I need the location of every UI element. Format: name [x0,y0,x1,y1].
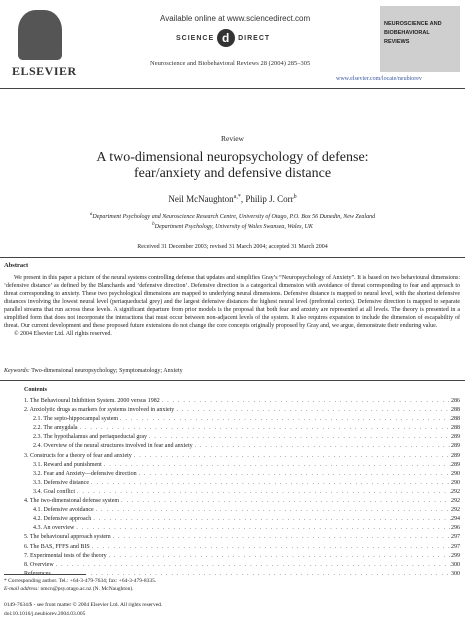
affiliation-text: Department Psychology and Neuroscience Research Centre, University of Otago, P.O. Box 56 Dunedin, New Zealand [92,214,376,220]
affiliation-marker: a [89,212,93,217]
email-link[interactable]: nmcn@psy.otago.ac.nz (N. McNaughton). [40,586,134,592]
toc-entry-title: 3. Constructs for a theory of fear and anxiety [24,452,132,459]
cover-line: BIOBEHAVIORAL [384,30,430,36]
abstract-text [4,274,460,338]
abstract-divider [0,257,465,258]
toc-entry[interactable] [24,433,460,442]
keywords-label: Keywords: [4,368,30,374]
toc-entry-page: 299 [451,552,460,559]
toc-entry[interactable] [24,552,460,561]
sciencedirect-logo-right: DIRECT [238,34,271,42]
toc-entry[interactable] [24,497,460,506]
toc-leader-dots [89,479,451,488]
toc-entry-page: 290 [451,470,460,477]
keywords-text: Two-dimensional neuropsychology; Symptomatology; Anxiety [31,368,183,374]
title-line: A two-dimensional neuropsychology of defense: [96,150,369,165]
abstract-paragraph: We present in this paper a picture of the neural systems controlling defense that updates and simplifies Gray’s “Neuropsychology of Anxiety”. It is based on two behavioural dimensions: ‘defensive distance’ as defined by the Blanchards and ‘defensive direction’. Defensive direction is a categorical dimension with avoidance of threat corresponding to fear and approach to threat corresponding to anxiety. These two psychological dimensions are mapped to underlying neural dimensions. Defensive distance is mapped to neural level, with the shortest defensive distances involving the lowest neural level (periaqueductal grey) and the largest defensive distances the highest neural level (prefrontal cortex). Defensive direction is mapped to separate parallel streams that run across these levels. A significant departure from prior models is the proposal that both fear and anxiety are represented at all levels. The theory is presented in a simplified form that does not incorporate the interactions that must occur between non-adjacent levels of the system. It also requires expansion to include the dimension of escapability of threat. Our current development and these proposed future extensions do not change the core concepts originally proposed by Gray and, we argue, demonstrate their enduring value. [4,275,460,329]
publisher-name: ELSEVIER [12,64,77,78]
toc-entry[interactable] [24,524,460,533]
toc-entry[interactable] [24,424,460,433]
toc-entry-title: 7. Experimental tests of the theory [24,552,107,559]
toc-entry[interactable] [24,461,460,470]
toc-entry-page: 289 [451,443,460,450]
toc-entry[interactable] [24,415,460,424]
toc-entry[interactable] [24,452,460,461]
toc-entry-title: 3.4. Goal conflict [33,488,75,495]
toc-entry[interactable] [24,506,460,515]
toc-entry-title: 4. The two-dimensional defense system [24,498,120,505]
toc-entry[interactable] [24,397,460,406]
toc-entry-page: 288 [451,425,460,432]
toc-entry-title: 2.2. The amygdala [33,425,78,432]
author-name: , Philip J. Corr [240,194,294,204]
toc-entry-page: 289 [451,452,460,459]
footnote-divider [4,574,86,575]
doi-link[interactable]: doi:10.1016/j.neubiorev.2004.03.005 [4,611,86,617]
toc-entry-page: 300 [451,570,460,577]
toc-list [24,397,460,579]
toc-leader-dots [147,433,451,442]
toc-entry[interactable] [24,442,460,451]
email-label: E-mail address: [4,586,40,592]
sciencedirect-logo-left: SCIENCE [176,34,215,42]
toc-entry-page: 288 [451,416,460,423]
article-type: Review [221,134,244,143]
toc-leader-dots [118,415,451,424]
toc-entry-page: 297 [451,534,460,541]
toc-leader-dots [78,424,451,433]
toc-entry-title: 2.3. The hypothalamus and periaqueductal gray [33,434,148,441]
toc-leader-dots [119,497,451,506]
toc-entry-title: 4.2. Defensive approach [33,516,92,523]
toc-entry-title: 4.3. An overview [33,525,75,532]
toc-leader-dots [132,452,451,461]
article-dates: Received 31 December 2003; revised 31 March 2004; accepted 31 March 2004 [137,244,328,250]
toc-leader-dots [90,543,451,552]
toc-leader-dots [91,515,451,524]
toc-entry[interactable] [24,479,460,488]
toc-entry-page: 289 [451,461,460,468]
journal-url-link[interactable]: www.elsevier.com/locate/neubiorev [336,76,422,82]
elsevier-logo [12,10,77,80]
toc-entry[interactable] [24,543,460,552]
abstract-heading: Abstract [4,262,29,269]
journal-reference: Neuroscience and Biobehavioral Reviews 28 (2004) 285–305 [150,60,311,67]
toc-entry[interactable] [24,470,460,479]
toc-leader-dots [137,470,451,479]
corresponding-footnote: * Corresponding author. Tel.: +64-3-479-7634; fax: +64-3-479-8335. [4,578,157,584]
toc-entry-page: 292 [451,488,460,495]
email-footnote [4,586,460,593]
toc-entry[interactable] [24,561,460,570]
toc-entry-page: 288 [451,407,460,414]
toc-entry-title: 6. The BAS, FFFS and BIS [24,543,90,550]
title-line: fear/anxiety and defensive distance [133,166,332,181]
toc-entry-page: 286 [451,398,460,404]
author-list [0,194,465,204]
toc-entry-title: 3.2. Fear and Anxiety—defensive direction [33,470,137,477]
affiliation-text: Department Psychology, University of Wales Swansea, Wales, UK [154,224,313,230]
toc-entry[interactable] [24,406,460,415]
toc-leader-dots [75,488,451,497]
sciencedirect-mark-icon: d [217,29,235,47]
cover-line: NEUROSCIENCE AND [384,21,442,27]
affiliation-marker: b [152,222,155,227]
toc-entry-title: 3.3. Defensive distance [33,479,89,486]
contents-heading: Contents [24,387,48,393]
journal-header [0,0,465,122]
toc-entry-title: 4.1. Defensive avoidance [33,507,94,514]
affiliation-b [0,222,465,230]
toc-entry-page: 292 [451,507,460,514]
copyright-line: © 2004 Elsevier Ltd. All rights reserved. [14,331,112,337]
affiliation-a [0,212,465,220]
article-title [0,150,465,182]
toc-entry-title: 5. The behavioural approach system [24,534,111,541]
author-superscript: b [293,194,297,200]
issn-line: 0149-7634/$ - see front matter © 2004 Elsevier Ltd. All rights reserved. [4,602,163,608]
author-name: Neil McNaughton [168,194,234,204]
elsevier-tree-icon [18,10,62,60]
journal-cover [380,6,460,72]
toc-entry-page: 292 [451,498,460,505]
toc-leader-dots [174,406,451,415]
toc-entry-page: 290 [451,479,460,486]
toc-leader-dots [160,397,451,406]
toc-entry-title: 8. Overview [24,561,54,568]
toc-entry-title: 3.1. Reward and punishment [33,461,102,468]
toc-leader-dots [102,461,451,470]
toc-entry-page: 300 [451,561,460,568]
author-superscript: a,* [233,194,241,200]
toc-entry-title: 2.1. The septo-hippocampal system [33,416,119,423]
toc-leader-dots [74,524,451,533]
toc-entry-page: 294 [451,516,460,523]
toc-entry[interactable] [24,515,460,524]
toc-entry-title: 1. The Behavioural Inhibition System. 2000 versus 1982 [24,398,160,404]
toc-entry-title: 2. Anxiolytic drugs as markers for systems involved in anxiety [24,407,175,414]
toc-entry-title: 2.4. Overview of the neural structures involved in fear and anxiety [33,443,193,450]
toc-leader-dots [193,442,451,451]
toc-leader-dots [54,561,451,570]
toc-entry-page: 289 [451,434,460,441]
contents-divider [0,380,465,381]
toc-leader-dots [94,506,451,515]
sciencedirect-logo [176,29,270,47]
toc-entry[interactable] [24,488,460,497]
toc-leader-dots [107,552,451,561]
available-online-text: Available online at www.sciencedirect.com [160,14,311,23]
toc-entry-page: 297 [451,543,460,550]
header-divider [0,88,465,89]
toc-entry[interactable] [24,533,460,542]
toc-leader-dots [111,533,451,542]
table-of-contents [24,387,460,579]
cover-line: REVIEWS [384,39,410,45]
toc-entry-page: 296 [451,525,460,532]
keywords-line [4,368,460,374]
